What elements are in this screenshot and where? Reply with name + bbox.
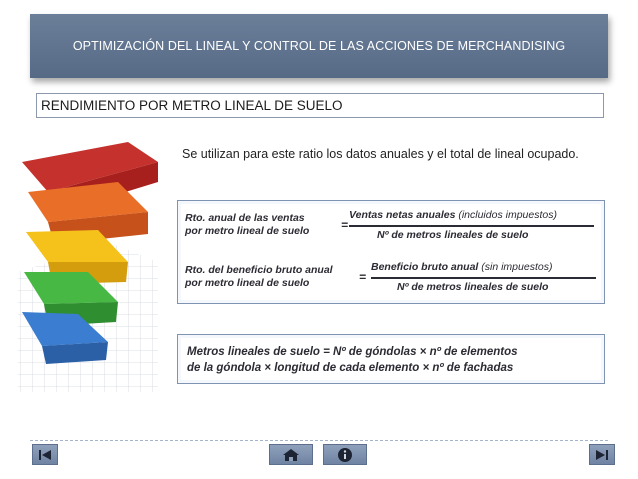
slide-title: OPTIMIZACIÓN DEL LINEAL Y CONTROL DE LAS ACCIONES DE MERCHANDISING: [72, 39, 566, 53]
meters-formula-line1: Metros lineales de suelo = Nº de góndolas × nº de elementos: [187, 346, 518, 358]
formula2-left-line1: Rto. del beneficio bruto anual: [185, 264, 333, 276]
formula1-left-line1: Rto. anual de las ventas: [185, 212, 305, 224]
meters-formula-box: [177, 334, 605, 384]
info-button[interactable]: [323, 444, 367, 465]
first-page-icon: [38, 449, 52, 461]
meters-formula-line2: de la góndola × longitud de cada elemento × nº de fachadas: [187, 362, 514, 374]
formula2-fraction-line: [371, 277, 596, 279]
info-icon: [337, 447, 353, 463]
growth-arrows-illustration: [8, 122, 168, 392]
ratio-formulas-panel: [181, 204, 601, 300]
section-title: RENDIMIENTO POR METRO LINEAL DE SUELO: [41, 98, 343, 113]
formula1-fraction-line: [349, 225, 594, 227]
home-button[interactable]: [269, 444, 313, 465]
last-page-button[interactable]: [589, 444, 615, 465]
header-bar: [30, 14, 608, 78]
footer-divider: [30, 440, 608, 441]
formula1-denominator: Nº de metros lineales de suelo: [377, 229, 529, 241]
formula2-left-line2: por metro lineal de suelo: [185, 277, 310, 289]
formula1-numerator: Ventas netas anuales (incluidos impuestos): [349, 209, 557, 221]
ratio-formulas-box: [177, 200, 605, 304]
last-page-icon: [595, 449, 609, 461]
home-icon: [282, 448, 300, 462]
formula1-left-line2: por metro lineal de suelo: [185, 225, 310, 237]
section-title-box: [36, 93, 604, 118]
formula2-equals: =: [359, 270, 367, 284]
formula1-equals: =: [341, 218, 349, 232]
first-page-button[interactable]: [32, 444, 58, 465]
formula2-denominator: Nº de metros lineales de suelo: [397, 281, 549, 293]
formula2-numerator: Beneficio bruto anual (sin impuestos): [371, 261, 553, 273]
intro-paragraph: Se utilizan para este ratio los datos anuales y el total de lineal ocupado.: [182, 147, 579, 161]
meters-formula-panel: [181, 338, 601, 380]
